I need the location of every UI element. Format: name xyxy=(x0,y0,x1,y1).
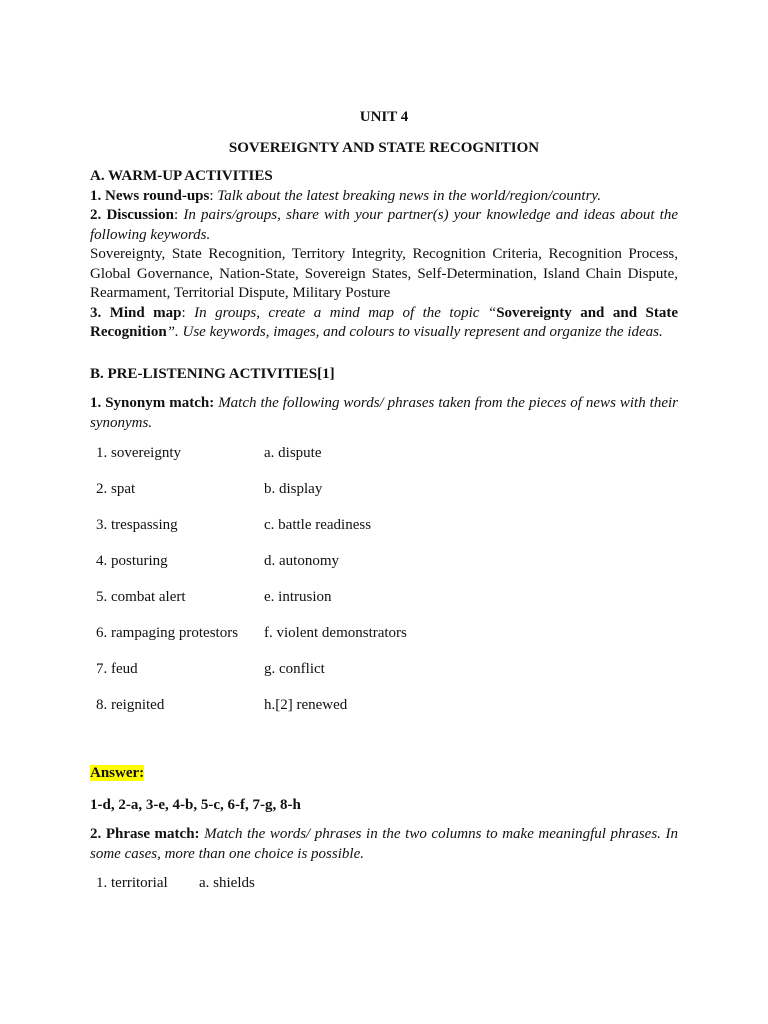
page-title: SOVEREIGNTY AND STATE RECOGNITION xyxy=(228,139,540,156)
answer-block xyxy=(90,764,678,784)
synonym-word: 1. sovereignty xyxy=(96,445,181,461)
table-row xyxy=(96,516,407,552)
mind-map-text-a: In groups, create a mind map of the topic “ xyxy=(194,304,497,321)
synonym-table xyxy=(96,444,407,732)
phrase-match-item xyxy=(90,825,678,864)
synonym-word: 5. combat alert xyxy=(96,589,186,605)
document-page xyxy=(90,108,678,894)
mind-map-text-b: ”. Use keywords, images, and colours to visually represent and organize the ideas. xyxy=(166,324,663,340)
answer-key: 1-d, 2-a, 3-e, 4-b, 5-c, 6-f, 7-g, 8-h xyxy=(90,796,301,813)
synonym-word: 3. trespassing xyxy=(96,517,178,533)
table-row xyxy=(96,660,407,696)
phrase-match: a. shields xyxy=(199,875,255,891)
table-row xyxy=(96,874,255,894)
phrase-match-text: Match the words/ phrases in the two columns to make meaningful phrases. In some cases, more than one choice is possible. xyxy=(90,826,678,862)
synonym-word: 4. posturing xyxy=(96,553,168,569)
discussion-item: 2. Discussion: In pairs/groups, share with your partner(s) your knowledge and ideas about the following keywords. xyxy=(90,207,678,243)
table-row xyxy=(96,624,407,660)
table-row xyxy=(96,444,407,480)
synonym-word: 2. spat xyxy=(96,481,136,497)
synonym-match-text: Match the following words/ phrases taken from the pieces of news with their synonyms. xyxy=(90,395,679,431)
table-row xyxy=(96,696,407,732)
synonym-word: 8. reignited xyxy=(96,697,165,713)
mind-map-item: 3. Mind map: In groups, create a mind map of the topic “Sovereignty and and State Recognition”. Use keywords, images, and colours to visually represent and organize the ideas. xyxy=(90,304,678,340)
table-row xyxy=(96,588,407,624)
synonym-word: 7. feud xyxy=(96,661,138,677)
synonym-match: d. autonomy xyxy=(264,553,339,569)
news-roundups-text: Talk about the latest breaking news in the world/region/country. xyxy=(217,187,601,204)
synonym-match-item xyxy=(90,394,678,433)
table-row xyxy=(96,480,407,516)
synonym-match: c. battle readiness xyxy=(264,517,372,533)
news-roundups-item: 1. News round-ups: Talk about the latest breaking news in the world/region/country. xyxy=(90,187,601,204)
section-b-heading: B. PRE-LISTENING ACTIVITIES[1] xyxy=(90,365,335,382)
synonym-match-label: 1. Synonym match: xyxy=(90,395,215,411)
phrase-word: 1. territorial xyxy=(96,875,168,891)
keywords-list: Sovereignty, State Recognition, Territory Integrity, Recognition Criteria, Recognition Process, Global Governance, Nation-State, Sovereign States, Self-Determination, Island Chain Dispute, Rearmament, Territorial Dispute, Military Posture xyxy=(90,246,678,301)
mind-map-topic: Sovereignty and and State Recognition xyxy=(90,304,678,340)
discussion-text: In pairs/groups, share with your partner(s) your knowledge and ideas about the following keywords. xyxy=(90,207,678,243)
synonym-match: b. display xyxy=(264,481,323,497)
synonym-word: 6. rampaging protestors xyxy=(96,625,239,641)
synonym-match: h.[2] renewed xyxy=(264,697,348,713)
table-row xyxy=(96,552,407,588)
news-roundups-label: 1. News round-ups xyxy=(90,187,210,204)
unit-heading: UNIT 4 xyxy=(359,109,409,125)
synonym-match: g. conflict xyxy=(264,661,325,677)
discussion-label: 2. Discussion xyxy=(90,207,174,223)
answer-label: Answer: xyxy=(90,765,145,781)
synonym-match: a. dispute xyxy=(264,445,322,461)
synonym-match: f. violent demonstrators xyxy=(264,625,407,641)
section-a-heading: A. WARM-UP ACTIVITIES xyxy=(90,168,273,184)
phrase-match-label: 2. Phrase match: xyxy=(90,826,200,842)
synonym-match: e. intrusion xyxy=(264,589,332,605)
phrase-table xyxy=(96,874,255,894)
mind-map-label: 3. Mind map xyxy=(90,304,182,321)
